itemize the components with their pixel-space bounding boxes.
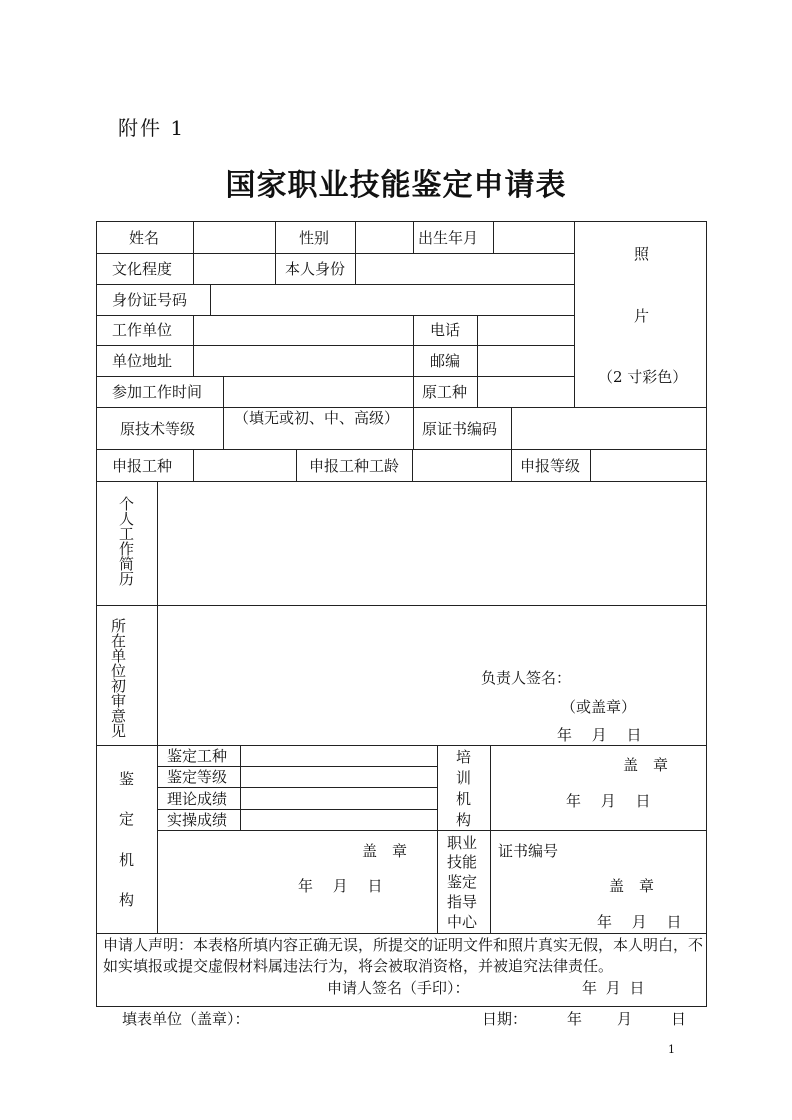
employer-address-label: 单位地址 <box>112 352 173 370</box>
training-seal: 盖 章 <box>623 756 669 774</box>
original-tech-level-label: 原技术等级 <box>120 420 196 438</box>
apply-job-label: 申报工种 <box>112 457 173 475</box>
unit-opinion-label: 所在单位初审意见 <box>109 618 127 738</box>
footer-year: 年 <box>567 1010 583 1028</box>
name-input[interactable] <box>195 223 274 252</box>
appraisal-label-char-4: 构 <box>119 891 135 909</box>
guidance-center-line-3: 鉴定 <box>447 873 478 891</box>
appraisal-date: 年 月 日 <box>298 877 383 895</box>
id-number-input[interactable] <box>212 286 573 314</box>
training-date: 年 月 日 <box>566 792 651 810</box>
appraisal-level-input[interactable] <box>242 768 436 786</box>
resume-label: 个人工作简历 <box>117 496 135 586</box>
training-org-char-4: 构 <box>456 811 472 829</box>
unit-signer-label: 负责人签名： <box>481 669 572 687</box>
declaration-text: 申请人声明：本表格所填内容正确无误，所提交的证明文件和照片真实无假，本人明白，不如实填报或提交虚假材料属违法行为，将会被取消资格，并被追究法律责任。 <box>103 936 704 975</box>
declaration-signature: 申请人签名（手印）： <box>327 979 470 997</box>
form-title: 国家职业技能鉴定申请表 <box>225 168 567 203</box>
appraisal-label-char-2: 定 <box>119 810 135 828</box>
employer-input[interactable] <box>195 317 412 344</box>
guidance-center-line-5: 中心 <box>447 913 478 931</box>
original-cert-no-label: 原证书编码 <box>422 420 498 438</box>
photo-size-note: （2 寸彩色） <box>598 368 688 386</box>
footer-date-label: 日期： <box>482 1010 528 1028</box>
declaration-date: 年 月 日 <box>582 979 645 997</box>
id-number-label: 身份证号码 <box>112 291 188 309</box>
appraisal-row-theory: 理论成绩 <box>167 790 228 808</box>
footer-day: 日 <box>671 1010 687 1028</box>
training-org-char-2: 训 <box>456 769 472 787</box>
training-org-char-3: 机 <box>456 790 472 808</box>
footer-month: 月 <box>617 1010 633 1028</box>
identity-input[interactable] <box>357 255 573 283</box>
education-input[interactable] <box>195 255 274 283</box>
gender-label: 性别 <box>299 229 330 247</box>
guidance-center-line-1: 职业 <box>447 834 478 852</box>
photo-label-2: 片 <box>634 307 650 325</box>
original-job-label: 原工种 <box>422 383 468 401</box>
appraisal-job-input[interactable] <box>242 747 436 765</box>
cert-no-input[interactable] <box>570 836 704 858</box>
postcode-input[interactable] <box>479 347 573 375</box>
identity-label: 本人身份 <box>285 260 346 278</box>
photo-label-1: 照 <box>634 245 650 263</box>
appraisal-theory-input[interactable] <box>242 789 436 808</box>
guidance-center-line-4: 指导 <box>447 893 478 911</box>
unit-opinion-textarea[interactable] <box>159 607 705 744</box>
footer-unit-seal: 填表单位（盖章）： <box>122 1010 250 1028</box>
attachment-label: 附件 1 <box>118 116 186 140</box>
tech-level-hint: （填无或初、中、高级） <box>234 409 400 427</box>
birth-label: 出生年月 <box>418 229 479 247</box>
guidance-center-line-2: 技能 <box>447 853 478 871</box>
apply-job-years-input[interactable] <box>414 451 510 480</box>
postcode-label: 邮编 <box>430 352 461 370</box>
appraisal-label-char-3: 机 <box>119 851 135 869</box>
guidance-date: 年 月 日 <box>597 913 682 931</box>
gender-input[interactable] <box>357 223 412 252</box>
phone-label: 电话 <box>430 321 461 339</box>
original-job-input[interactable] <box>479 378 573 406</box>
unit-seal-alt: （或盖章） <box>561 698 637 716</box>
apply-job-input[interactable] <box>195 451 295 480</box>
employer-address-input[interactable] <box>195 347 412 375</box>
birth-input[interactable] <box>495 223 573 252</box>
phone-input[interactable] <box>479 317 573 344</box>
appraisal-practice-input[interactable] <box>242 811 436 829</box>
apply-job-years-label: 申报工种工龄 <box>309 457 400 475</box>
work-start-input[interactable] <box>225 378 412 406</box>
cert-no-label: 证书编号 <box>498 842 559 860</box>
appraisal-row-level: 鉴定等级 <box>167 768 228 786</box>
appraisal-label-char-1: 鉴 <box>119 770 135 788</box>
education-label: 文化程度 <box>112 260 173 278</box>
training-org-char-1: 培 <box>456 748 472 766</box>
page-number: 1 <box>668 1043 675 1056</box>
original-cert-no-input[interactable] <box>513 409 705 448</box>
name-label: 姓名 <box>129 229 160 247</box>
original-tech-level-input[interactable] <box>225 409 412 448</box>
resume-textarea[interactable] <box>159 483 705 604</box>
appraisal-row-practice: 实操成绩 <box>167 811 228 829</box>
appraisal-seal: 盖 章 <box>362 842 408 860</box>
apply-level-input[interactable] <box>592 451 705 480</box>
appraisal-row-job: 鉴定工种 <box>167 747 228 765</box>
guidance-seal: 盖 章 <box>609 877 655 895</box>
work-start-label: 参加工作时间 <box>112 383 203 401</box>
apply-level-label: 申报等级 <box>520 457 581 475</box>
unit-opinion-date: 年 月 日 <box>557 726 642 744</box>
employer-label: 工作单位 <box>112 321 173 339</box>
